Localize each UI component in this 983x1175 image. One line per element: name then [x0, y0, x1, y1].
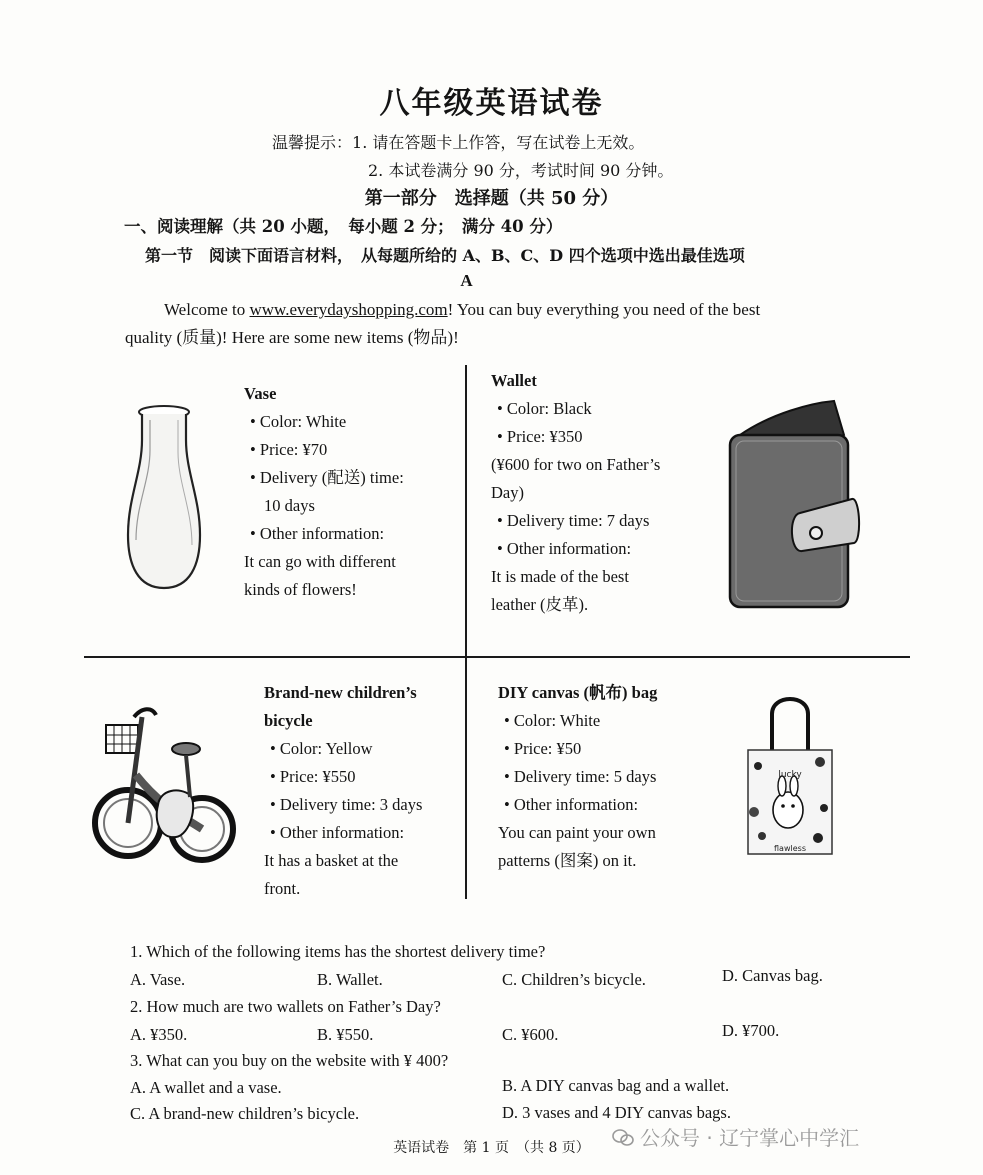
watermark [612, 1122, 859, 1151]
q2-option-d: D. ¥700. [722, 1021, 780, 1040]
wallet-color: • Color: Black [497, 399, 592, 418]
question-2: 2. How much are two wallets on Father’s Day? [130, 997, 441, 1016]
vase-info-1: It can go with different [244, 552, 396, 571]
intro-pre: Welcome to [164, 300, 250, 319]
q1-option-b: B. Wallet. [317, 970, 383, 989]
wallet-note-1: (¥600 for two on Father’s [491, 455, 661, 474]
q1-option-a: A. Vase. [130, 970, 186, 989]
vase-title: Vase [244, 384, 277, 403]
vase-delivery: • Delivery (配送) time: [250, 468, 404, 487]
bicycle-delivery: • Delivery time: 3 days [270, 795, 423, 814]
tip-label: 温馨提示： [272, 133, 353, 152]
canvas-bag-image [742, 690, 838, 860]
bicycle-price: • Price: ¥550 [270, 767, 356, 786]
bag-other-label: • Other information: [504, 795, 639, 814]
q3-option-c: C. A brand-new children’s bicycle. [130, 1104, 360, 1123]
q2-option-a: A. ¥350. [130, 1025, 188, 1044]
bag-print-flawless: flawless [774, 844, 806, 853]
intro-post: ! You can buy everything you need of the best [447, 300, 761, 319]
bicycle-title-1: Brand-new children’s [264, 683, 417, 702]
wallet-info-2: leather (皮革). [491, 595, 589, 614]
vase-card [244, 380, 404, 604]
wallet-other-label: • Other information: [497, 539, 632, 558]
vase-other-label: • Other information: [250, 524, 385, 543]
bag-print-lucky: lucky [778, 770, 802, 780]
wallet-card [491, 367, 660, 619]
bicycle-image [90, 705, 240, 875]
bicycle-other-label: • Other information: [270, 823, 405, 842]
wallet-price: • Price: ¥350 [497, 427, 583, 446]
bag-delivery: • Delivery time: 5 days [504, 767, 657, 786]
wallet-delivery: • Delivery time: 7 days [497, 511, 650, 530]
website-link[interactable]: www.everydayshopping.com [249, 300, 448, 319]
grid-divider-vertical-top [465, 365, 467, 657]
q3-option-d: D. 3 vases and 4 DIY canvas bags. [502, 1103, 731, 1122]
bag-color: • Color: White [504, 711, 601, 730]
exam-title: 八年级英语试卷 [379, 86, 604, 121]
wallet-info-1: It is made of the best [491, 567, 629, 586]
bag-info-1: You can paint your own [498, 823, 656, 842]
grid-divider-horizontal [84, 656, 910, 658]
wallet-note-2: Day) [491, 483, 524, 502]
watermark-text: 公众号 · 辽宁掌心中学汇 [640, 1126, 860, 1150]
wallet-title: Wallet [491, 371, 537, 390]
question-3: 3. What can you buy on the website with ¥ 400? [130, 1051, 449, 1070]
intro-line-1 [164, 296, 760, 324]
vase-price: • Price: ¥70 [250, 440, 328, 459]
wallet-image [722, 395, 862, 615]
section-heading: 一、阅读理解（共 20 小题， 每小题 2 分； 满分 40 分） [124, 217, 563, 236]
tip-1: 1. 请在答题卡上作答，写在试卷上无效。 [352, 133, 645, 152]
intro-line-2: quality (质量)! Here are some new items (物品)! [125, 328, 459, 347]
vase-info-2: kinds of flowers! [244, 580, 357, 599]
bag-price: • Price: ¥50 [504, 739, 582, 758]
bicycle-card [264, 679, 422, 903]
bicycle-color: • Color: Yellow [270, 739, 373, 758]
q2-option-b: B. ¥550. [317, 1025, 374, 1044]
q1-option-c: C. Children’s bicycle. [502, 970, 646, 989]
bicycle-info-2: front. [264, 879, 301, 898]
passage-letter: A [460, 271, 473, 290]
page-footer: 英语试卷 第 1 页 （共 8 页） [393, 1140, 590, 1156]
bicycle-info-1: It has a basket at the [264, 851, 399, 870]
wechat-icon [612, 1129, 634, 1147]
bag-title: DIY canvas (帆布) bag [498, 683, 658, 702]
bag-card [498, 679, 657, 875]
bicycle-title-2: bicycle [264, 711, 313, 730]
vase-color: • Color: White [250, 412, 347, 431]
question-1: 1. Which of the following items has the shortest delivery time? [130, 942, 546, 961]
q1-option-d: D. Canvas bag. [722, 966, 823, 985]
q2-option-c: C. ¥600. [502, 1025, 559, 1044]
part-heading: 第一部分 选择题（共 50 分） [364, 188, 619, 209]
vase-image [120, 400, 210, 595]
tip-2: 2. 本试卷满分 90 分，考试时间 90 分钟。 [368, 161, 674, 180]
grid-divider-vertical-bottom [465, 657, 467, 899]
q3-option-b: B. A DIY canvas bag and a wallet. [502, 1076, 730, 1095]
q3-option-a: A. A wallet and a vase. [130, 1078, 282, 1097]
bag-info-2: patterns (图案) on it. [498, 851, 637, 870]
vase-delivery-days: 10 days [264, 496, 315, 515]
subsection-heading: 第一节 阅读下面语言材料， 从每题所给的 A、B、C、D 四个选项中选出最佳选项 [145, 246, 745, 265]
tip-line-1 [272, 130, 644, 153]
